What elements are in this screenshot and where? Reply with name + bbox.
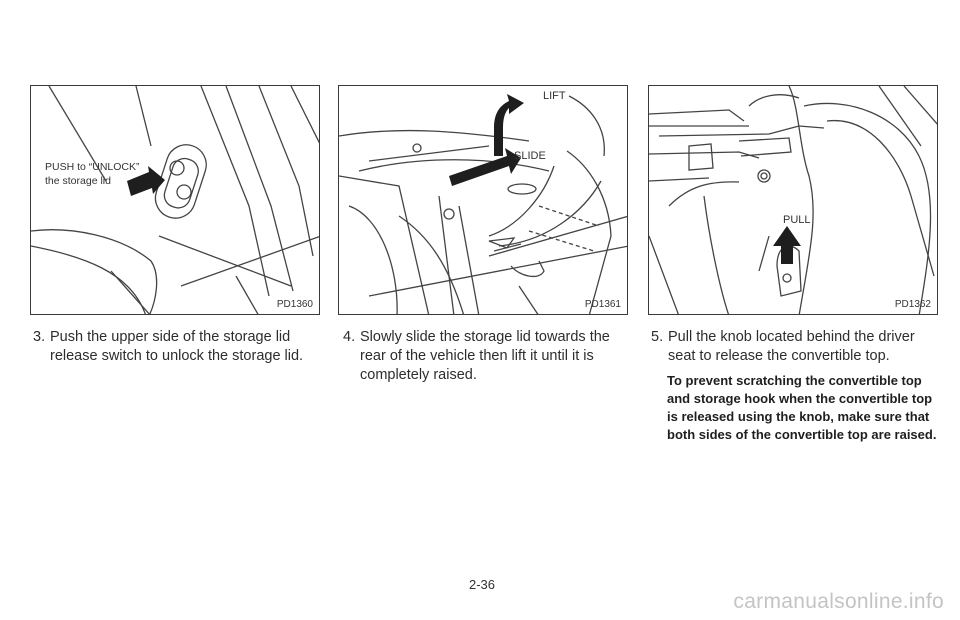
step-text: Push the upper side of the storage lid release switch to unlock the storage lid.: [50, 329, 304, 364]
watermark: carmanualsonline.info: [733, 590, 944, 613]
pull-label: PULL: [783, 214, 811, 226]
step-number: 5.: [651, 329, 664, 345]
figure-storage-lid-switch: [30, 85, 320, 315]
lift-arrow-icon: [494, 94, 524, 156]
slide-lift-illustration: [339, 86, 628, 315]
figure-release-knob: [648, 85, 938, 315]
step-text: Slowly slide the storage lid towards the rear of the vehicle then lift it until it is completely raised.: [360, 329, 610, 383]
push-callout: PUSH to “UNLOCK” the storage lid: [45, 161, 140, 187]
lift-label: LIFT: [543, 90, 566, 102]
release-knob-illustration: [649, 86, 938, 315]
figure-code: PD1360: [276, 299, 313, 310]
step-3: [33, 328, 323, 366]
slide-arrow-icon: [449, 148, 521, 186]
slide-label: SLIDE: [514, 150, 546, 162]
figure-code: PD1362: [894, 299, 931, 310]
caution-note: To prevent scratching the convertible top and storage hook when the convertible top is released using the knob, make sure that both sides of the convertible top are raised.: [667, 373, 937, 442]
step-5: [651, 328, 931, 366]
storage-lid-switch-illustration: [31, 86, 320, 315]
step-4: [343, 328, 633, 385]
figure-slide-lift-lid: [338, 85, 628, 315]
step-number: 3.: [33, 329, 46, 345]
step-text: Pull the knob located behind the driver seat to release the convertible top.: [668, 329, 915, 364]
step-number: 4.: [343, 329, 356, 345]
figure-code: PD1361: [584, 299, 621, 310]
page-number: 2-36: [469, 577, 496, 592]
